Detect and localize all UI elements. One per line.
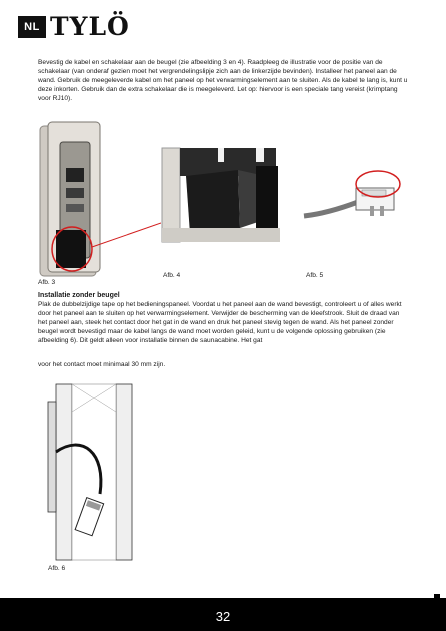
caption-figure-5: Afb. 5: [306, 272, 324, 279]
section-note: voor het contact moet minimaal 30 mm zijn.: [38, 361, 166, 368]
caption-figure-6: Afb. 6: [48, 565, 66, 572]
section-title: Installatie zonder beugel: [38, 292, 120, 299]
figure-3-panel-bracket: [36, 118, 161, 278]
figure-6-cable-routing: [42, 382, 134, 562]
caption-figure-3: Afb. 3: [38, 279, 56, 286]
brand-logo: TYLÖ: [50, 12, 130, 41]
figure-5-rj10-connector: [302, 168, 407, 228]
language-badge: NL: [18, 16, 46, 38]
caption-figure-4: Afb. 4: [163, 272, 181, 279]
section-body: Plak de dubbelzijdige tape op het bedieningspaneel. Voordat u het paneel aan de wand bevestigt, controleert u of alles werkt door het paneel aan te sluiten op het verwarmingselement. Verwijder de bescherming van de kleefstrook. Sluit de draad van het paneel aan, steek het contact door het gat in de wand en druk het paneel stevig tegen de wand. Als het paneel zonder beugel wordt bevestigd maar de kabel langs de wand moet worden geleid, kunt u de volgende oplossing gebruiken (zie afbeelding 6). Dit geldt alleen voor installatie binnen de saunacabine. Het gat: [38, 301, 402, 344]
page-number: 32: [215, 609, 231, 624]
figure-4-switch-detail: [160, 146, 285, 246]
page-header: [18, 14, 130, 40]
intro-paragraph: Bevestig de kabel en schakelaar aan de beugel (zie afbeelding 3 en 4). Raadpleeg de illustratie voor de positie van de schakelaar (van onderaf gezien moet het vergrendelingslipje zich aan de linkerzijde bevinden). Installeer het paneel aan de wand. Gebruik de meegeleverde kabel om het paneel op het verwarmingselement aan te sluiten. Als de kabel te lang is, kunt u deze inkorten. Gebruik dan de extra schakelaar die is meegeleverd. Let op: hiervoor is een speciale tang vereist (krimptang voor RJ10).: [38, 59, 408, 102]
